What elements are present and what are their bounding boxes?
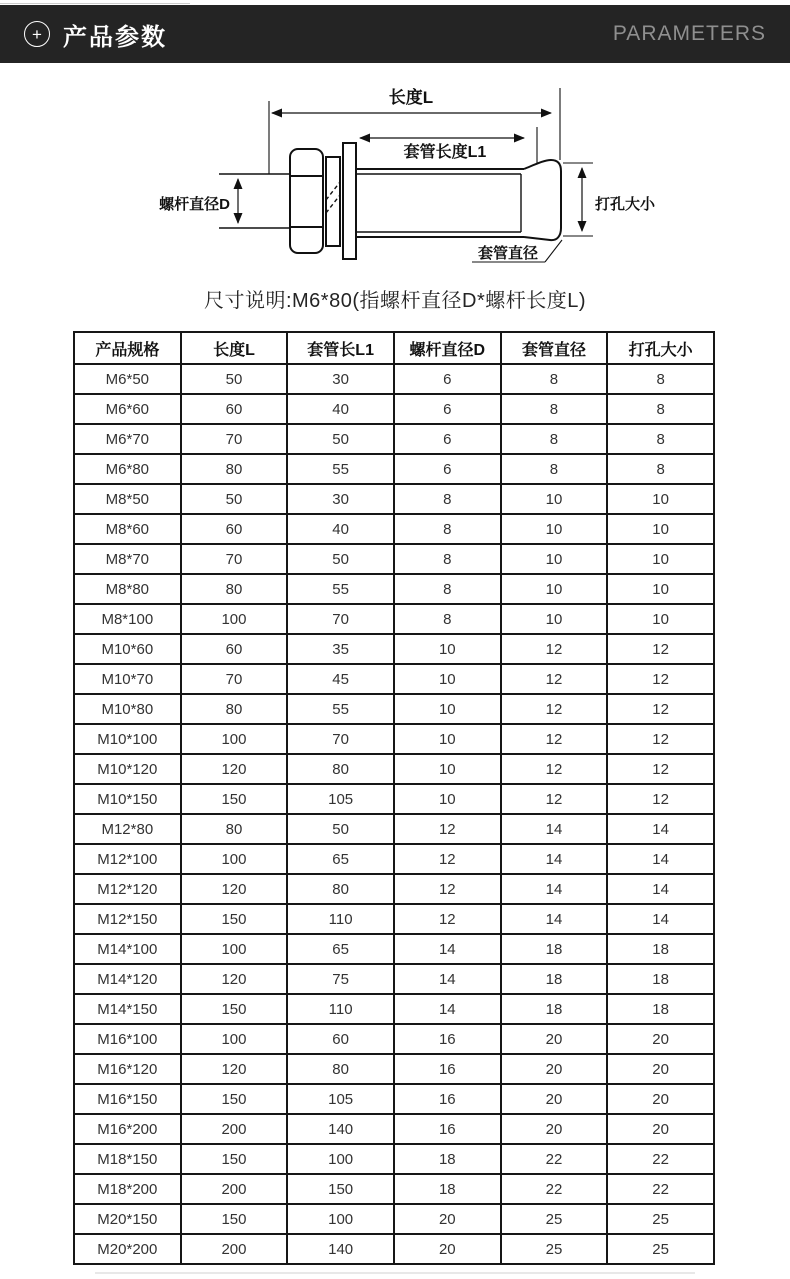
table-cell-hole-size: 18 bbox=[607, 934, 714, 964]
table-cell-sleeve-diameter: 12 bbox=[501, 634, 608, 664]
table-cell-hole-size: 20 bbox=[607, 1114, 714, 1144]
table-cell-length: 100 bbox=[181, 1024, 288, 1054]
table-cell-length: 60 bbox=[181, 634, 288, 664]
section-header bbox=[0, 5, 790, 63]
table-header-cell: 打孔大小 bbox=[607, 332, 714, 364]
table-cell-sleeve-diameter: 14 bbox=[501, 874, 608, 904]
table-cell-sleeve-diameter: 22 bbox=[501, 1144, 608, 1174]
table-cell-hole-size: 12 bbox=[607, 754, 714, 784]
table-cell-hole-size: 10 bbox=[607, 544, 714, 574]
table-row bbox=[74, 1084, 714, 1114]
table-row bbox=[74, 1174, 714, 1204]
table-cell-spec: M10*60 bbox=[74, 634, 181, 664]
table-cell-length: 70 bbox=[181, 544, 288, 574]
table-cell-hole-size: 20 bbox=[607, 1054, 714, 1084]
table-cell-spec: M20*200 bbox=[74, 1234, 181, 1264]
table-cell-sleeve-diameter: 8 bbox=[501, 364, 608, 394]
table-row bbox=[74, 994, 714, 1024]
table-cell-length: 120 bbox=[181, 754, 288, 784]
table-row bbox=[74, 1204, 714, 1234]
table-cell-sleeve-length: 40 bbox=[287, 514, 394, 544]
table-row bbox=[74, 904, 714, 934]
table-cell-sleeve-diameter: 10 bbox=[501, 484, 608, 514]
table-cell-spec: M10*150 bbox=[74, 784, 181, 814]
plus-circle-icon: + bbox=[24, 21, 50, 47]
table-cell-sleeve-length: 30 bbox=[287, 364, 394, 394]
table-cell-length: 50 bbox=[181, 484, 288, 514]
table-header-cell: 产品规格 bbox=[74, 332, 181, 364]
table-cell-sleeve-length: 105 bbox=[287, 784, 394, 814]
table-cell-length: 150 bbox=[181, 1144, 288, 1174]
hex-nut-outline bbox=[290, 149, 323, 253]
table-cell-spec: M12*150 bbox=[74, 904, 181, 934]
dim-label-hole-size: 打孔大小 bbox=[595, 196, 656, 213]
table-header-cell: 螺杆直径D bbox=[394, 332, 501, 364]
table-cell-sleeve-diameter: 10 bbox=[501, 574, 608, 604]
table-cell-length: 150 bbox=[181, 904, 288, 934]
table-cell-spec: M14*100 bbox=[74, 934, 181, 964]
table-cell-hole-size: 18 bbox=[607, 964, 714, 994]
table-row bbox=[74, 1054, 714, 1084]
table-cell-screw-diameter: 16 bbox=[394, 1084, 501, 1114]
table-cell-spec: M8*70 bbox=[74, 544, 181, 574]
table-cell-screw-diameter: 10 bbox=[394, 754, 501, 784]
table-cell-hole-size: 25 bbox=[607, 1204, 714, 1234]
table-cell-sleeve-length: 100 bbox=[287, 1144, 394, 1174]
table-cell-screw-diameter: 16 bbox=[394, 1054, 501, 1084]
table-cell-sleeve-length: 50 bbox=[287, 544, 394, 574]
table-cell-screw-diameter: 8 bbox=[394, 484, 501, 514]
table-cell-sleeve-length: 80 bbox=[287, 1054, 394, 1084]
table-cell-sleeve-diameter: 12 bbox=[501, 694, 608, 724]
table-cell-spec: M18*200 bbox=[74, 1174, 181, 1204]
table-cell-sleeve-diameter: 10 bbox=[501, 604, 608, 634]
table-cell-hole-size: 8 bbox=[607, 454, 714, 484]
table-cell-sleeve-diameter: 18 bbox=[501, 994, 608, 1024]
dim-label-sleeve-diameter: 套管直径 bbox=[477, 245, 539, 262]
table-cell-hole-size: 22 bbox=[607, 1174, 714, 1204]
table-cell-screw-diameter: 14 bbox=[394, 994, 501, 1024]
table-cell-sleeve-length: 65 bbox=[287, 844, 394, 874]
table-cell-length: 70 bbox=[181, 664, 288, 694]
table-cell-sleeve-diameter: 20 bbox=[501, 1114, 608, 1144]
table-cell-sleeve-diameter: 8 bbox=[501, 454, 608, 484]
table-cell-spec: M6*60 bbox=[74, 394, 181, 424]
expansion-cone-outline bbox=[524, 160, 561, 240]
dim-label-sleeve-length: 套管长度L1 bbox=[403, 144, 487, 161]
table-cell-length: 80 bbox=[181, 454, 288, 484]
table-cell-sleeve-length: 100 bbox=[287, 1204, 394, 1234]
table-cell-hole-size: 12 bbox=[607, 664, 714, 694]
table-row bbox=[74, 724, 714, 754]
table-cell-spec: M8*60 bbox=[74, 514, 181, 544]
table-row bbox=[74, 814, 714, 844]
table-cell-length: 150 bbox=[181, 784, 288, 814]
table-row bbox=[74, 874, 714, 904]
table-row bbox=[74, 964, 714, 994]
table-cell-spec: M8*50 bbox=[74, 484, 181, 514]
table-cell-sleeve-length: 55 bbox=[287, 694, 394, 724]
table-cell-screw-diameter: 18 bbox=[394, 1174, 501, 1204]
table-cell-hole-size: 20 bbox=[607, 1084, 714, 1114]
table-cell-hole-size: 14 bbox=[607, 844, 714, 874]
table-cell-hole-size: 14 bbox=[607, 904, 714, 934]
top-divider-line bbox=[0, 3, 190, 4]
table-cell-hole-size: 8 bbox=[607, 394, 714, 424]
table-cell-length: 150 bbox=[181, 994, 288, 1024]
table-row bbox=[74, 1234, 714, 1264]
table-cell-hole-size: 25 bbox=[607, 1234, 714, 1264]
table-cell-screw-diameter: 12 bbox=[394, 904, 501, 934]
table-cell-hole-size: 12 bbox=[607, 784, 714, 814]
table-cell-screw-diameter: 8 bbox=[394, 544, 501, 574]
table-cell-hole-size: 14 bbox=[607, 814, 714, 844]
table-cell-sleeve-length: 45 bbox=[287, 664, 394, 694]
table-row bbox=[74, 364, 714, 394]
table-cell-screw-diameter: 6 bbox=[394, 394, 501, 424]
table-row bbox=[74, 484, 714, 514]
table-cell-sleeve-length: 50 bbox=[287, 424, 394, 454]
table-row bbox=[74, 934, 714, 964]
table-cell-sleeve-length: 60 bbox=[287, 1024, 394, 1054]
table-header-cell: 套管长L1 bbox=[287, 332, 394, 364]
table-cell-hole-size: 22 bbox=[607, 1144, 714, 1174]
table-cell-screw-diameter: 12 bbox=[394, 814, 501, 844]
table-cell-screw-diameter: 10 bbox=[394, 634, 501, 664]
table-cell-hole-size: 10 bbox=[607, 604, 714, 634]
table-cell-sleeve-diameter: 14 bbox=[501, 844, 608, 874]
table-cell-sleeve-length: 80 bbox=[287, 754, 394, 784]
spec-table-head bbox=[74, 332, 714, 364]
table-cell-sleeve-length: 55 bbox=[287, 454, 394, 484]
table-cell-screw-diameter: 10 bbox=[394, 784, 501, 814]
table-cell-spec: M12*100 bbox=[74, 844, 181, 874]
spec-table-header-row bbox=[74, 332, 714, 364]
dim-label-length: 长度L bbox=[388, 88, 434, 107]
table-cell-sleeve-length: 55 bbox=[287, 574, 394, 604]
table-cell-screw-diameter: 6 bbox=[394, 454, 501, 484]
table-row bbox=[74, 454, 714, 484]
table-row bbox=[74, 514, 714, 544]
table-cell-length: 120 bbox=[181, 964, 288, 994]
table-cell-hole-size: 12 bbox=[607, 724, 714, 754]
table-cell-sleeve-length: 70 bbox=[287, 604, 394, 634]
table-cell-sleeve-length: 75 bbox=[287, 964, 394, 994]
table-cell-sleeve-diameter: 10 bbox=[501, 514, 608, 544]
table-cell-sleeve-length: 110 bbox=[287, 904, 394, 934]
table-cell-length: 80 bbox=[181, 694, 288, 724]
table-cell-length: 60 bbox=[181, 514, 288, 544]
anchor-bolt-diagram bbox=[0, 63, 790, 280]
table-row bbox=[74, 574, 714, 604]
table-cell-sleeve-length: 110 bbox=[287, 994, 394, 1024]
table-cell-sleeve-length: 70 bbox=[287, 724, 394, 754]
table-cell-sleeve-length: 50 bbox=[287, 814, 394, 844]
table-cell-length: 200 bbox=[181, 1114, 288, 1144]
table-cell-sleeve-diameter: 8 bbox=[501, 424, 608, 454]
table-cell-sleeve-diameter: 8 bbox=[501, 394, 608, 424]
table-cell-sleeve-diameter: 18 bbox=[501, 934, 608, 964]
table-cell-sleeve-length: 80 bbox=[287, 874, 394, 904]
table-cell-hole-size: 8 bbox=[607, 364, 714, 394]
table-cell-screw-diameter: 10 bbox=[394, 694, 501, 724]
table-cell-screw-diameter: 20 bbox=[394, 1204, 501, 1234]
table-cell-sleeve-length: 35 bbox=[287, 634, 394, 664]
table-cell-length: 120 bbox=[181, 1054, 288, 1084]
table-cell-sleeve-diameter: 20 bbox=[501, 1054, 608, 1084]
table-cell-spec: M10*100 bbox=[74, 724, 181, 754]
table-cell-spec: M20*150 bbox=[74, 1204, 181, 1234]
table-cell-sleeve-diameter: 12 bbox=[501, 784, 608, 814]
table-cell-spec: M10*120 bbox=[74, 754, 181, 784]
table-cell-spec: M12*80 bbox=[74, 814, 181, 844]
table-cell-screw-diameter: 14 bbox=[394, 964, 501, 994]
table-cell-sleeve-length: 40 bbox=[287, 394, 394, 424]
section-subtitle: PARAMETERS bbox=[612, 22, 766, 45]
table-header-cell: 长度L bbox=[181, 332, 288, 364]
table-cell-spec: M14*150 bbox=[74, 994, 181, 1024]
table-cell-sleeve-length: 150 bbox=[287, 1174, 394, 1204]
table-cell-sleeve-diameter: 25 bbox=[501, 1204, 608, 1234]
table-cell-sleeve-length: 140 bbox=[287, 1114, 394, 1144]
table-cell-hole-size: 8 bbox=[607, 424, 714, 454]
table-cell-spec: M6*70 bbox=[74, 424, 181, 454]
table-cell-length: 80 bbox=[181, 814, 288, 844]
table-cell-length: 100 bbox=[181, 934, 288, 964]
table-cell-sleeve-diameter: 20 bbox=[501, 1024, 608, 1054]
table-cell-spec: M12*120 bbox=[74, 874, 181, 904]
spec-table-body bbox=[74, 364, 714, 1264]
table-cell-sleeve-length: 65 bbox=[287, 934, 394, 964]
table-cell-spec: M6*80 bbox=[74, 454, 181, 484]
table-cell-length: 120 bbox=[181, 874, 288, 904]
table-cell-screw-diameter: 10 bbox=[394, 724, 501, 754]
table-cell-sleeve-length: 105 bbox=[287, 1084, 394, 1114]
table-cell-length: 150 bbox=[181, 1084, 288, 1114]
table-cell-screw-diameter: 8 bbox=[394, 514, 501, 544]
table-cell-spec: M16*120 bbox=[74, 1054, 181, 1084]
table-cell-screw-diameter: 14 bbox=[394, 934, 501, 964]
table-cell-screw-diameter: 6 bbox=[394, 364, 501, 394]
table-cell-sleeve-diameter: 14 bbox=[501, 904, 608, 934]
table-cell-screw-diameter: 16 bbox=[394, 1114, 501, 1144]
table-cell-sleeve-diameter: 18 bbox=[501, 964, 608, 994]
table-cell-sleeve-diameter: 12 bbox=[501, 724, 608, 754]
spec-table bbox=[73, 331, 715, 1265]
table-row bbox=[74, 394, 714, 424]
next-section-edge bbox=[95, 1272, 695, 1274]
table-cell-hole-size: 12 bbox=[607, 634, 714, 664]
table-cell-sleeve-diameter: 25 bbox=[501, 1234, 608, 1264]
table-cell-sleeve-diameter: 12 bbox=[501, 664, 608, 694]
table-cell-length: 60 bbox=[181, 394, 288, 424]
table-cell-screw-diameter: 16 bbox=[394, 1024, 501, 1054]
table-cell-spec: M8*80 bbox=[74, 574, 181, 604]
table-cell-spec: M16*200 bbox=[74, 1114, 181, 1144]
table-cell-length: 200 bbox=[181, 1174, 288, 1204]
table-row bbox=[74, 1024, 714, 1054]
table-cell-screw-diameter: 12 bbox=[394, 874, 501, 904]
table-cell-sleeve-length: 140 bbox=[287, 1234, 394, 1264]
table-cell-hole-size: 20 bbox=[607, 1024, 714, 1054]
table-cell-screw-diameter: 8 bbox=[394, 574, 501, 604]
table-cell-length: 70 bbox=[181, 424, 288, 454]
table-cell-screw-diameter: 10 bbox=[394, 664, 501, 694]
table-cell-length: 50 bbox=[181, 364, 288, 394]
table-cell-spec: M16*100 bbox=[74, 1024, 181, 1054]
table-cell-spec: M10*80 bbox=[74, 694, 181, 724]
dim-label-screw-diameter: 螺杆直径D bbox=[159, 196, 230, 213]
table-cell-spec: M6*50 bbox=[74, 364, 181, 394]
table-cell-screw-diameter: 12 bbox=[394, 844, 501, 874]
table-row bbox=[74, 604, 714, 634]
table-cell-hole-size: 18 bbox=[607, 994, 714, 1024]
table-cell-length: 100 bbox=[181, 724, 288, 754]
table-row bbox=[74, 634, 714, 664]
table-cell-spec: M16*150 bbox=[74, 1084, 181, 1114]
table-cell-length: 80 bbox=[181, 574, 288, 604]
table-cell-sleeve-diameter: 20 bbox=[501, 1084, 608, 1114]
table-row bbox=[74, 664, 714, 694]
washer-outline bbox=[326, 157, 340, 246]
table-row bbox=[74, 1144, 714, 1174]
table-cell-screw-diameter: 8 bbox=[394, 604, 501, 634]
table-row bbox=[74, 844, 714, 874]
table-header-cell: 套管直径 bbox=[501, 332, 608, 364]
table-cell-sleeve-diameter: 12 bbox=[501, 754, 608, 784]
table-cell-sleeve-diameter: 10 bbox=[501, 544, 608, 574]
table-cell-hole-size: 14 bbox=[607, 874, 714, 904]
table-cell-screw-diameter: 18 bbox=[394, 1144, 501, 1174]
table-cell-length: 200 bbox=[181, 1234, 288, 1264]
table-cell-screw-diameter: 20 bbox=[394, 1234, 501, 1264]
table-cell-screw-diameter: 6 bbox=[394, 424, 501, 454]
table-cell-sleeve-length: 30 bbox=[287, 484, 394, 514]
table-cell-hole-size: 12 bbox=[607, 694, 714, 724]
table-row bbox=[74, 784, 714, 814]
flange-plate-outline bbox=[343, 143, 356, 259]
table-cell-length: 100 bbox=[181, 604, 288, 634]
table-cell-length: 100 bbox=[181, 844, 288, 874]
table-cell-spec: M18*150 bbox=[74, 1144, 181, 1174]
table-cell-spec: M10*70 bbox=[74, 664, 181, 694]
table-row bbox=[74, 424, 714, 454]
table-row bbox=[74, 754, 714, 784]
table-cell-hole-size: 10 bbox=[607, 574, 714, 604]
table-cell-sleeve-diameter: 14 bbox=[501, 814, 608, 844]
table-row bbox=[74, 544, 714, 574]
table-cell-hole-size: 10 bbox=[607, 484, 714, 514]
table-cell-sleeve-diameter: 22 bbox=[501, 1174, 608, 1204]
table-row bbox=[74, 1114, 714, 1144]
table-cell-hole-size: 10 bbox=[607, 514, 714, 544]
table-cell-spec: M8*100 bbox=[74, 604, 181, 634]
size-explanation-note: 尺寸说明:M6*80(指螺杆直径D*螺杆长度L) bbox=[203, 290, 587, 312]
table-row bbox=[74, 694, 714, 724]
table-cell-spec: M14*120 bbox=[74, 964, 181, 994]
section-title: 产品参数 bbox=[63, 23, 167, 51]
table-cell-length: 150 bbox=[181, 1204, 288, 1234]
